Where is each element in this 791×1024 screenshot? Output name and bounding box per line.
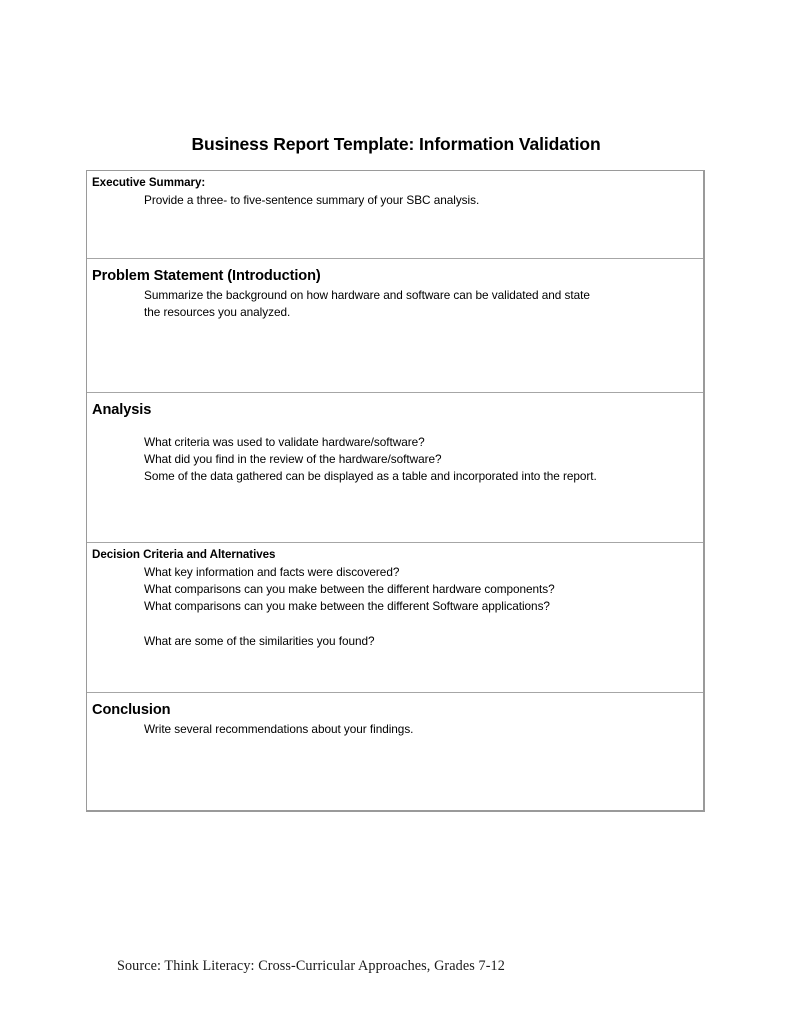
- body-line: What did you find in the review of the hardware/software?: [144, 452, 442, 467]
- section-heading-analysis: Analysis: [92, 402, 152, 418]
- table-row[interactable]: [87, 693, 703, 811]
- body-line: What comparisons can you make between the different hardware components?: [144, 582, 555, 597]
- section-heading-decision-criteria: Decision Criteria and Alternatives: [92, 548, 276, 561]
- table-row[interactable]: [87, 259, 703, 393]
- section-heading-executive-summary: Executive Summary:: [92, 176, 206, 189]
- table-row[interactable]: [87, 543, 703, 693]
- section-body-decision-criteria: [92, 564, 697, 650]
- report-template-table: [86, 170, 705, 812]
- body-line: What comparisons can you make between the different Software applications?: [144, 599, 550, 614]
- table-row[interactable]: [87, 171, 703, 259]
- section-body-executive-summary: [92, 192, 697, 209]
- source-attribution: Source: Think Literacy: Cross-Curricular Approaches, Grades 7-12: [117, 958, 505, 974]
- section-body-analysis: [92, 434, 697, 486]
- body-line: the resources you analyzed.: [144, 305, 291, 320]
- section-heading-problem-statement: Problem Statement (Introduction): [92, 268, 321, 284]
- page-title: Business Report Template: Information Validation: [191, 134, 601, 154]
- body-line: Some of the data gathered can be displayed as a table and incorporated into the report.: [144, 469, 597, 484]
- section-body-conclusion: [92, 721, 697, 738]
- body-line: What are some of the similarities you found?: [144, 633, 375, 648]
- section-heading-conclusion: Conclusion: [92, 702, 171, 718]
- blank-line: [144, 616, 693, 633]
- table-row[interactable]: [87, 393, 703, 543]
- section-body-problem-statement: [92, 287, 697, 321]
- body-line: Provide a three- to five-sentence summary of your SBC analysis.: [144, 193, 480, 207]
- body-line: What key information and facts were discovered?: [144, 565, 400, 579]
- body-line: Write several recommendations about your findings.: [144, 722, 414, 736]
- spacer: [92, 419, 697, 434]
- body-line: What criteria was used to validate hardware/software?: [144, 435, 425, 449]
- body-line: Summarize the background on how hardware and software can be validated and state: [144, 288, 590, 302]
